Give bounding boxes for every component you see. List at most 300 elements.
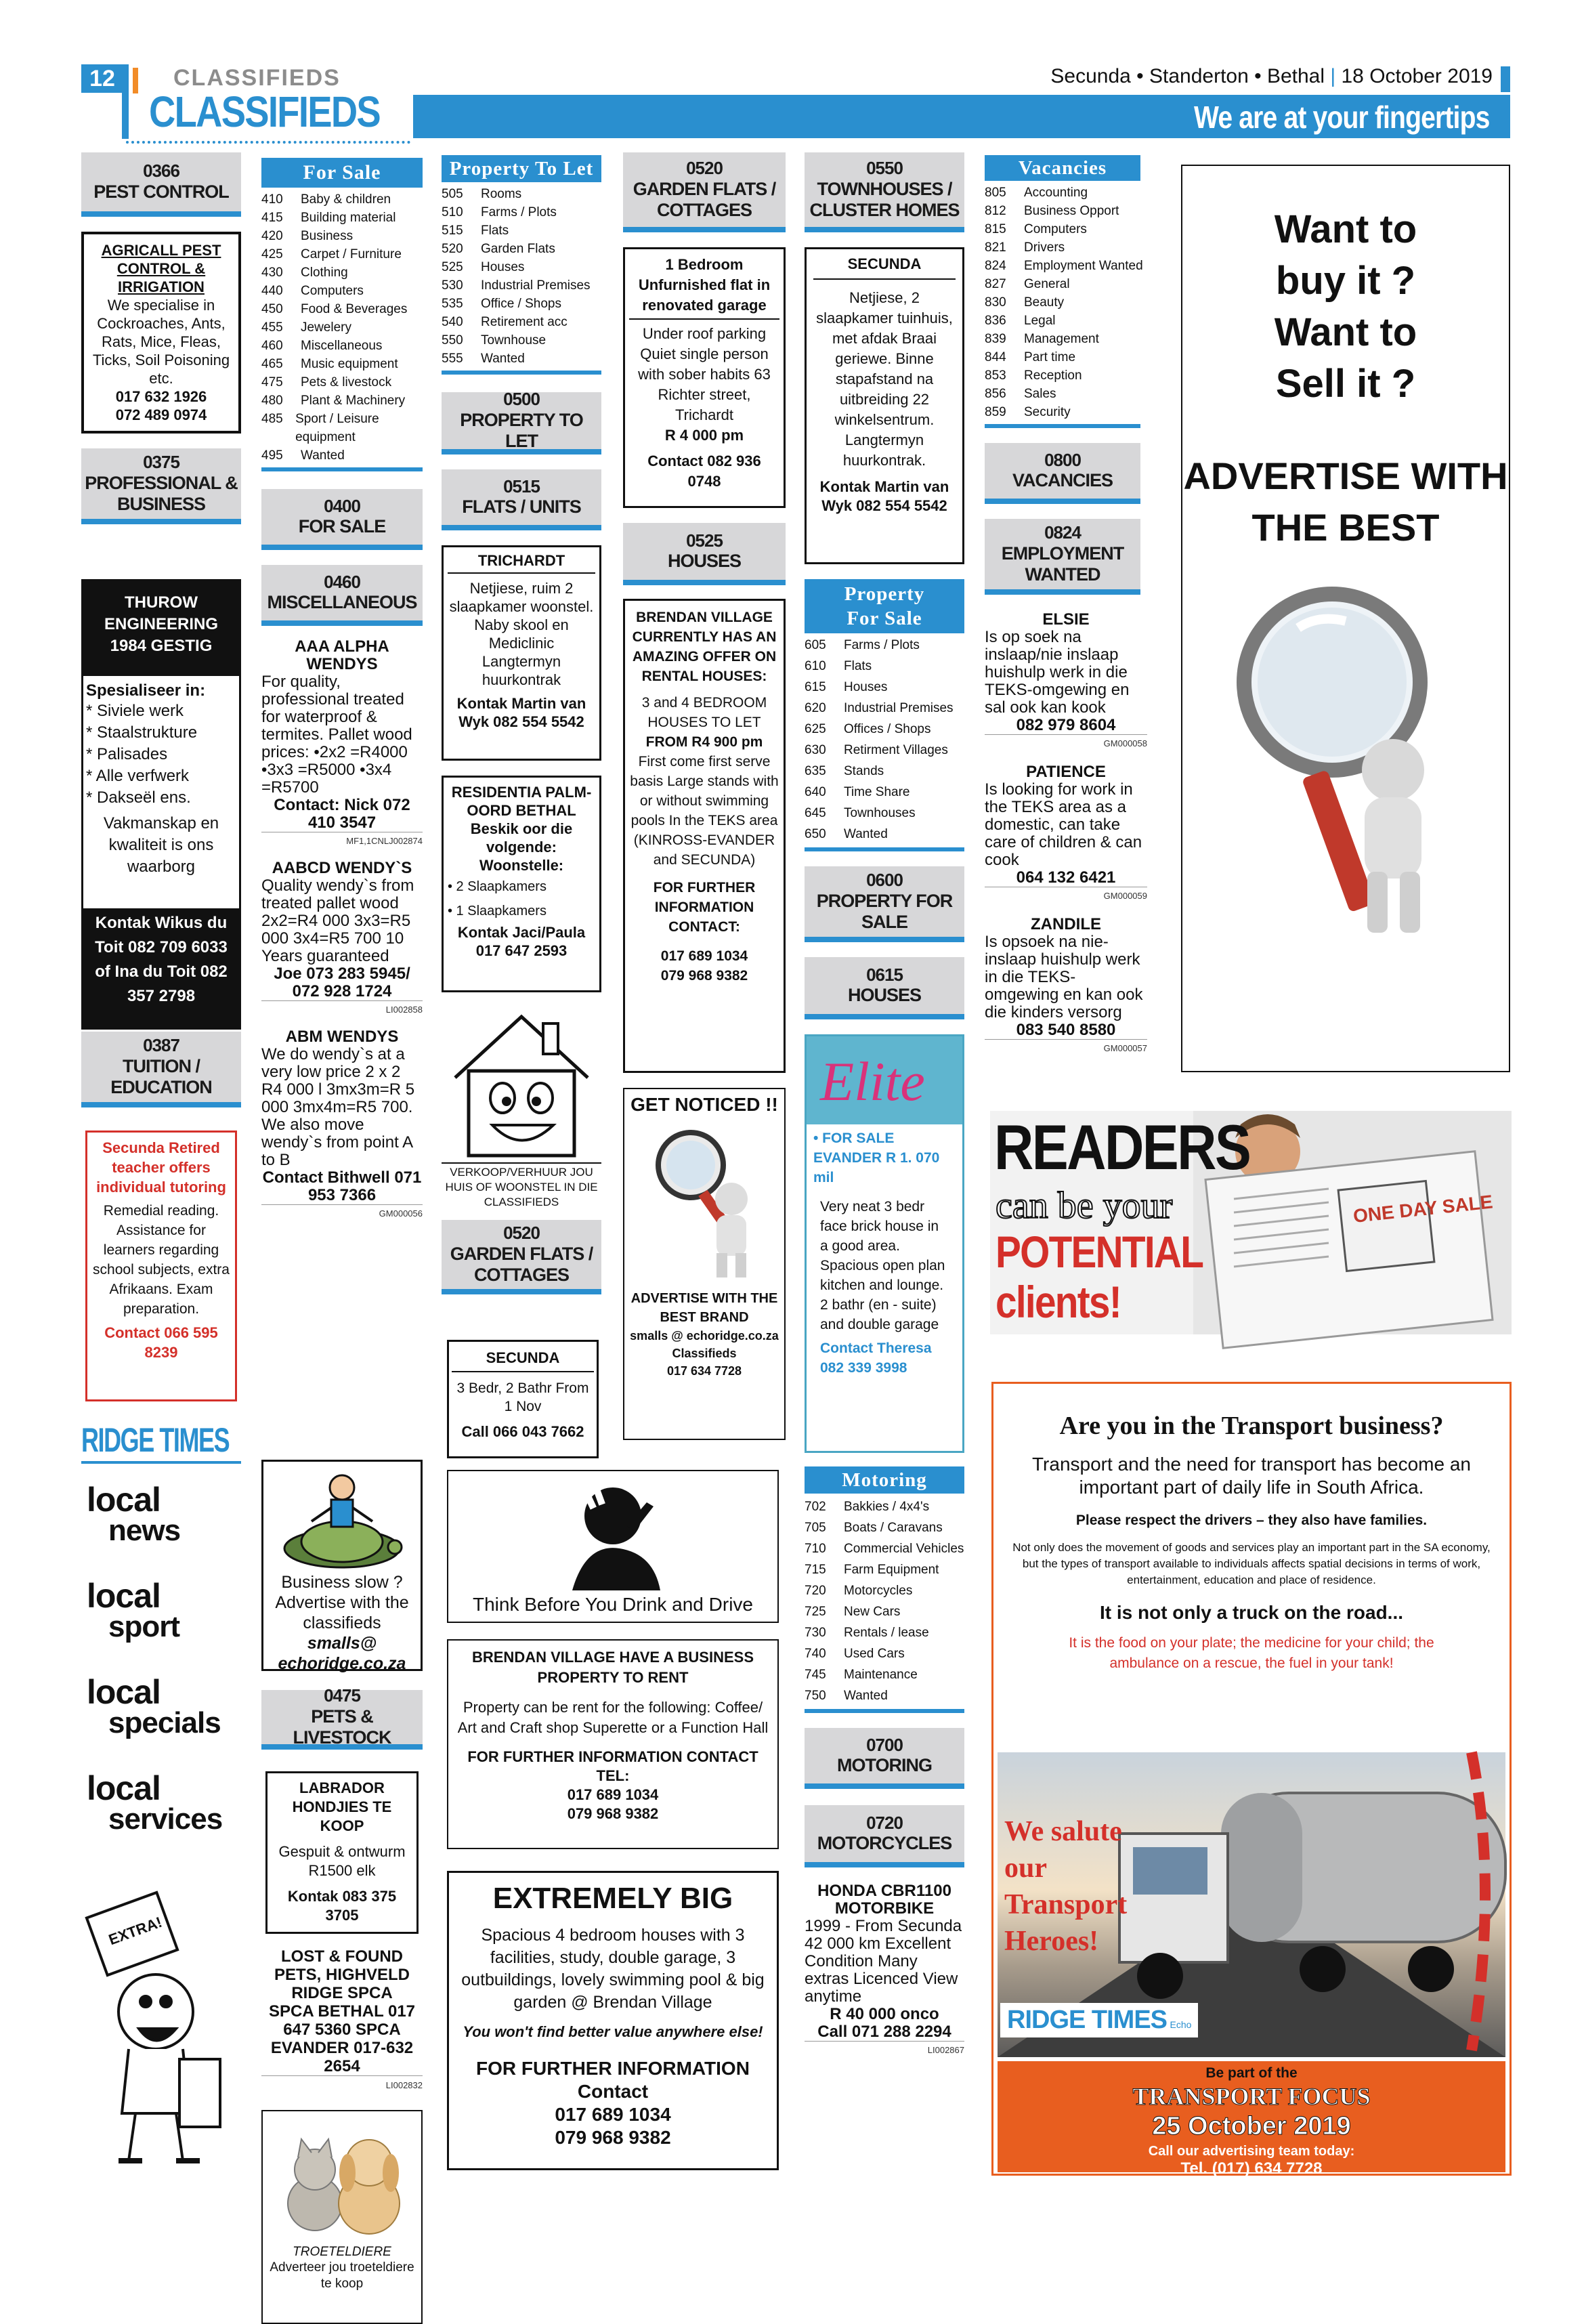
heading-code: 0615 — [866, 964, 903, 985]
transport-salute: We salute our Transport Heroes! — [1004, 1816, 1128, 1957]
list-item — [805, 1622, 964, 1643]
elite-logo: Elite — [820, 1051, 925, 1112]
list-item — [442, 295, 601, 313]
column-5 — [805, 152, 964, 2059]
transport-logo-sub: Echo — [1170, 2019, 1192, 2030]
heading-code: 0500 — [503, 389, 540, 410]
transport-title: Are you in the Transport business? — [1059, 1412, 1444, 1440]
list-item — [985, 184, 1147, 202]
heading-code: 0700 — [866, 1734, 903, 1755]
list-item-label: Wanted — [844, 1689, 888, 1703]
unfurnished-ad — [623, 247, 786, 508]
thurow-ad — [81, 579, 241, 1030]
list-item-label: Office / Shops — [481, 297, 561, 311]
list-item-code: 515 — [442, 224, 463, 238]
forsale-list — [261, 190, 423, 465]
list-item-code: 859 — [985, 405, 1006, 419]
list-item-code: 650 — [805, 827, 826, 841]
heading-0615 — [805, 957, 964, 1019]
list-item — [442, 331, 601, 350]
local-item — [87, 1673, 241, 1739]
list-item — [805, 803, 964, 824]
list-item — [985, 202, 1147, 220]
list-item-label: Business — [301, 229, 354, 243]
column-6 — [985, 152, 1147, 1057]
residentia-contact: Kontak Jaci/Paula 017 647 2593 — [457, 924, 586, 959]
list-item-label: Used Cars — [844, 1647, 905, 1661]
residentia-sub: Beskik oor die volgende: Woonstelle: — [470, 820, 573, 874]
list-item-code: 635 — [805, 764, 826, 778]
edition-sep: | — [1330, 65, 1342, 87]
list-item-label: Garden Flats — [481, 242, 555, 256]
heading-title: PROPERTY TO LET — [460, 409, 583, 451]
list-item-code: 415 — [261, 211, 283, 225]
heading-title: FLATS / UNITS — [462, 497, 581, 517]
heading-0520 — [623, 152, 786, 232]
list-item-code: 821 — [985, 240, 1006, 255]
column-3 — [442, 152, 601, 1294]
troet-body: Adverteer jou troeteldiere te koop — [270, 2260, 414, 2291]
aaa-body: For quality, professional treated for waterproof & termites. Pallet wood prices: •2x2 =R4000 •3x3 =R5000 •3x4 =R5700 — [261, 673, 412, 797]
page-header — [74, 61, 1510, 142]
troet-title: TROETELDIERE — [293, 2245, 391, 2259]
list-item-code: 540 — [442, 315, 463, 329]
aabcd-body: Quality wendy`s from treated pallet wood 2x2=R4 000 3x3=R5 000 3x4=R5 700 10 Years guaranteed — [261, 876, 414, 965]
ridge-times-wordmark: RIDGE TIMES — [81, 1421, 230, 1459]
list-item-label: Rentals / lease — [844, 1626, 929, 1640]
local-word: local — [87, 1673, 160, 1711]
one-day-sale-text: ONE DAY SALE — [1352, 1191, 1494, 1227]
lost-ref: LI002832 — [261, 2075, 423, 2094]
transport-logo-text: RIDGE TIMES — [1007, 2006, 1168, 2034]
brendan-business-ad — [447, 1639, 779, 1849]
list-item — [442, 240, 601, 258]
abm-contact: Contact Bithwell 071 953 7366 — [262, 1168, 422, 1204]
list-item — [805, 1664, 964, 1685]
drink-text: Think Before You Drink and Drive — [473, 1594, 753, 1615]
heading-0515 — [442, 469, 601, 530]
list-item-label: Part time — [1024, 350, 1076, 364]
thurow-item: * Palisades — [86, 745, 168, 763]
heading-title: PETS & LIVESTOCK — [293, 1706, 391, 1748]
list-item-label: Wanted — [844, 827, 888, 841]
list-item-code: 440 — [261, 284, 283, 298]
elite-contact: Contact Theresa 082 339 3998 — [820, 1340, 932, 1376]
list-item-code: 525 — [442, 260, 463, 274]
list-item-code: 505 — [442, 187, 463, 201]
aaa-ad — [261, 638, 423, 850]
list-item — [985, 366, 1147, 385]
list-item-code: 420 — [261, 229, 283, 243]
list-item-code: 455 — [261, 320, 283, 335]
list-item — [261, 300, 423, 318]
heading-code: 0400 — [324, 495, 360, 516]
residentia-item: • 2 Slaapkamers — [448, 879, 547, 894]
list-item — [261, 245, 423, 263]
newsboy-illustration — [81, 1890, 241, 2174]
list-item — [442, 203, 601, 221]
unf-body: Under roof parking Quiet single person with sober habits 63 Richter street, Trichardt — [638, 325, 771, 423]
transport-focus: TRANSPORT FOCUS — [1132, 2083, 1371, 2110]
list-item-label: Stands — [844, 764, 884, 778]
agricall-title: AGRICALL PEST CONTROL & IRRIGATION — [101, 242, 221, 295]
list-item-label: Wanted — [481, 352, 525, 366]
heading-title: VACANCIES — [1012, 470, 1113, 491]
secunda-body: 3 Bedr, 2 Bathr From 1 Nov — [456, 1380, 589, 1414]
heading-title: GARDEN FLATS / COTTAGES — [633, 178, 776, 220]
magnifier-person-illustration — [637, 1118, 772, 1280]
brendan-body: 3 and 4 BEDROOM HOUSES TO LET — [641, 695, 767, 730]
list-item-label: General — [1024, 277, 1070, 291]
list-item — [805, 1517, 964, 1538]
ridge-times-underline — [81, 1461, 241, 1464]
bv-tel1: 017 689 1034 — [567, 1786, 659, 1803]
column-1 — [81, 152, 241, 1949]
list-item — [261, 410, 423, 446]
abm-ad — [261, 1028, 423, 1223]
propsale-list — [805, 635, 964, 845]
noticed-tel: 017 634 7728 — [666, 1364, 742, 1378]
heading-title: GARDEN FLATS / COTTAGES — [450, 1243, 593, 1285]
heading-0500 — [442, 389, 601, 455]
patience-name: PATIENCE — [1026, 763, 1106, 781]
brendan-title: BRENDAN VILLAGE CURRENTLY HAS AN AMAZING OFFER ON RENTAL HOUSES: — [632, 610, 777, 684]
list-item — [805, 656, 964, 677]
lost-ad — [261, 1947, 423, 2094]
list-item — [442, 313, 601, 331]
elsie-tel: 082 979 8604 — [1016, 716, 1116, 734]
list-item-label: Houses — [481, 260, 525, 274]
let-list — [442, 185, 601, 368]
drink-ad — [447, 1470, 779, 1623]
list-item — [442, 350, 601, 368]
agricall-tel2: 072 489 0974 — [115, 406, 207, 423]
trichardt-title: TRICHARDT — [448, 551, 595, 574]
let-head: Property To Let — [442, 155, 601, 182]
abm-title: ABM WENDYS — [285, 1028, 399, 1046]
thurow-intro: Spesialiseer in: — [86, 681, 206, 700]
thurow-contact: Kontak Wikus du Toit 082 709 6033 of Ina du Toit 082 357 2798 — [83, 908, 239, 1028]
big-body: Spacious 4 bedroom houses with 3 facilities, study, double garage, 3 outbuildings, lovely swimming pool & big garden @ Brendan Village — [461, 1926, 765, 2012]
edition-towns: Secunda • Standerton • Bethal — [1050, 65, 1325, 87]
heading-0700 — [805, 1728, 964, 1789]
list-item — [261, 209, 423, 227]
transport-photo — [998, 1752, 1505, 2057]
list-item-label: Sport / Leisure equipment — [295, 412, 379, 444]
list-item-code: 853 — [985, 368, 1006, 383]
list-item — [805, 635, 964, 656]
magnifier-illustration — [1217, 567, 1474, 946]
heading-code: 0525 — [686, 530, 723, 551]
zandile-tel: 083 540 8580 — [1016, 1021, 1116, 1039]
list-item-label: Accounting — [1024, 186, 1088, 200]
list-item — [261, 263, 423, 282]
list-item — [261, 190, 423, 209]
patience-ad — [985, 763, 1147, 905]
list-item-label: New Cars — [844, 1605, 901, 1619]
list-item-label: Retirement acc — [481, 315, 568, 329]
transport-not-only: It is not only a truck on the road... — [1099, 1602, 1404, 1623]
list-item — [985, 312, 1147, 330]
elite-ad — [805, 1034, 964, 1453]
local-list — [87, 1481, 241, 1869]
list-item-label: Flats — [844, 659, 872, 673]
vacancies-head: Vacancies — [985, 155, 1140, 181]
big-title: EXTREMELY BIG — [492, 1882, 733, 1915]
readers-ad — [990, 1111, 1512, 1334]
thurow-item: * Alle verfwerk — [86, 767, 190, 785]
list-item-code: 480 — [261, 394, 283, 408]
local-topic: news — [108, 1514, 181, 1547]
zandile-ad — [985, 916, 1147, 1057]
heading-code: 0460 — [324, 571, 360, 592]
list-item-code: 720 — [805, 1584, 826, 1598]
readers-line2: can be your — [996, 1185, 1173, 1227]
list-item-label: Computers — [301, 284, 364, 298]
zandile-body: Is opsoek na nie-inslaap huishulp werk in die TEKS-omgewing en kan ook die kinders versorg — [985, 933, 1143, 1021]
local-item — [87, 1481, 241, 1547]
list-item-code: 856 — [985, 387, 1006, 401]
ridge-times-logo — [81, 1420, 241, 1464]
list-item — [261, 282, 423, 300]
transport-intro: Transport and the need for transport has become an important part of daily life in South Africa. — [1031, 1454, 1472, 1498]
residentia-items — [448, 874, 595, 923]
list-item-label: Carpet / Furniture — [301, 247, 402, 261]
list-item — [985, 330, 1147, 348]
bv-info: FOR FURTHER INFORMATION CONTACT TEL: — [467, 1748, 758, 1784]
heading-title: MISCELLANEOUS — [267, 592, 417, 613]
list-item — [805, 719, 964, 740]
agricall-tel1: 017 632 1926 — [115, 388, 207, 405]
list-item-code: 824 — [985, 259, 1006, 273]
list-item — [805, 824, 964, 845]
list-item-code: 740 — [805, 1647, 826, 1661]
list-item-code: 430 — [261, 266, 283, 280]
big-italic: You won't find better value anywhere else! — [463, 2023, 763, 2040]
elite-body: Very neat 3 bedr face brick house in a good area. Spacious open plan kitchen and lounge. 2 bathr (en - suite) and double garage — [820, 1199, 945, 1332]
heading-code: 0520 — [503, 1223, 540, 1243]
list-item-code: 630 — [805, 743, 826, 757]
list-item — [985, 403, 1147, 421]
heading-code: 0366 — [143, 161, 179, 182]
heading-0460 — [261, 565, 423, 626]
heading-0824 — [985, 519, 1140, 595]
transport-call: Call our advertising team today: — [1148, 2144, 1355, 2159]
edition-date: 18 October 2019 — [1341, 65, 1493, 87]
list-item — [805, 1601, 964, 1622]
list-item — [261, 355, 423, 373]
honda-ad — [805, 1882, 964, 2059]
list-item — [805, 1538, 964, 1559]
heading-0600 — [805, 866, 964, 942]
local-word: local — [87, 1577, 160, 1615]
list-item — [261, 446, 423, 465]
list-item-label: Management — [1024, 332, 1099, 346]
list-item-label: Farms / Plots — [844, 638, 920, 652]
list-item — [985, 220, 1147, 238]
local-item — [87, 1577, 241, 1643]
brendan-rental-ad — [623, 599, 786, 1073]
list-item-label: Music equipment — [301, 357, 398, 371]
thurow-item: * Staalstrukture — [86, 723, 198, 742]
list-item-label: Computers — [1024, 222, 1087, 236]
patience-tel: 064 132 6421 — [1016, 868, 1116, 887]
thurow-quality: Vakmanskap en kwaliteit is ons waarborg — [103, 814, 219, 876]
heading-code: 0375 — [143, 452, 179, 472]
list-item-label: Flats — [481, 224, 509, 238]
teacher-body: Remedial reading. Assistance for learners regarding school subjects, extra Afrikaans. Exam preparation. — [93, 1203, 230, 1317]
list-item-code: 705 — [805, 1521, 826, 1535]
thurow-item: * Dakseël ens. — [86, 788, 191, 807]
heading-code: 0824 — [1044, 522, 1081, 543]
list-item-code: 844 — [985, 350, 1006, 364]
transport-tel: Tel. (017) 634 7728 — [1180, 2159, 1323, 2178]
heading-code: 0800 — [1044, 449, 1081, 470]
list-item-label: Reception — [1024, 368, 1082, 383]
big-tel2: 079 968 9382 — [555, 2127, 671, 2148]
list-item-code: 610 — [805, 659, 826, 673]
transport-respect: Please respect the drivers – they also have families. — [1075, 1513, 1428, 1528]
secunda-ad — [447, 1340, 599, 1458]
heading-code: 0475 — [324, 1685, 360, 1706]
list-item-code: 745 — [805, 1668, 826, 1682]
section-title: CLASSIFIEDS — [149, 87, 380, 136]
local-word: local — [87, 1769, 160, 1807]
heading-code: 0600 — [866, 870, 903, 890]
heading-title: HOUSES — [667, 551, 742, 572]
page-number-bar — [122, 64, 129, 139]
transport-food: It is the food on your plate; the medicine for your child; the ambulance on a rescue, the fuel in your tank! — [1069, 1635, 1434, 1671]
transport-logo — [1000, 2003, 1198, 2037]
labrador-contact: Kontak 083 375 3705 — [287, 1888, 397, 1924]
elite-head: • FOR SALE EVANDER R 1. 070 mil — [813, 1131, 940, 1185]
aabcd-contact: Joe 073 283 5945/ 072 928 1724 — [274, 965, 410, 1000]
page-number: 12 — [81, 64, 123, 93]
list-item-label: Plant & Machinery — [301, 394, 406, 408]
th-body: Netjiese, 2 slaapkamer tuinhuis, met afdak Braai geriewe. Binne stapafstand na uitbreiding 22 winkelsentrum. Langtermyn huurkontrak. — [816, 289, 953, 469]
list-item-code: 620 — [805, 701, 826, 715]
lost-body: SPCA BETHAL 017 647 5360 SPCA EVANDER 017-632 2654 — [268, 2002, 416, 2075]
propsale-head: Property For Sale — [805, 579, 964, 633]
list-item-code: 812 — [985, 204, 1006, 218]
agricall-body: We specialise in Cockroaches, Ants, Rats, Mice, Fleas, Ticks, Soil Poisoning etc. — [92, 297, 230, 387]
motoring-list — [805, 1496, 964, 1706]
svg-text:EXTRA!: EXTRA! — [106, 1913, 165, 1949]
heading-code: 0387 — [143, 1035, 179, 1055]
house-caption: VERKOOP/VERHUUR JOU HUIS OF WOONSTEL IN DIE CLASSIFIEDS — [442, 1162, 601, 1210]
heading-title: TUITION / EDUCATION — [110, 1055, 212, 1097]
list-item — [985, 385, 1147, 403]
local-topic: services — [108, 1802, 223, 1836]
list-item-label: Business Opport — [1024, 204, 1119, 218]
section-dotted — [126, 141, 410, 144]
heading-0400 — [261, 489, 423, 550]
slogan: We are at your fingertips — [1194, 100, 1490, 135]
list-item-code: 460 — [261, 339, 283, 353]
heading-0550 — [805, 152, 964, 232]
residentia-item: • 1 Slaapkamers — [448, 904, 547, 918]
unf-price: R 4 000 pm — [664, 427, 744, 444]
list-item-label: Legal — [1024, 314, 1056, 328]
list-item-label: Pets & livestock — [301, 375, 392, 389]
list-item-label: Security — [1024, 405, 1071, 419]
trichardt-body: Netjiese, ruim 2 slaapkamer woonstel. Naby skool en Mediclinic Langtermyn huurkontrak — [449, 580, 594, 688]
slow-email: smalls@ echoridge.co.za — [278, 1634, 406, 1673]
list-item — [442, 276, 601, 295]
list-item — [261, 373, 423, 392]
list-item-label: Industrial Premises — [844, 701, 954, 715]
elsie-name: ELSIE — [1042, 610, 1090, 629]
list-item-code: 640 — [805, 785, 826, 799]
heading-code: 0720 — [866, 1812, 903, 1833]
let-rule — [442, 371, 601, 375]
page-number-bar2 — [133, 68, 138, 93]
agricall-ad — [81, 232, 241, 434]
teacher-contact: Contact 066 595 8239 — [104, 1324, 218, 1361]
zandile-ref: GM000057 — [985, 1039, 1147, 1057]
section-small: CLASSIFIEDS — [173, 65, 341, 91]
local-topic: specials — [108, 1706, 221, 1739]
house-illustration — [442, 1003, 601, 1159]
list-item-label: Beauty — [1024, 295, 1065, 310]
list-item-label: Food & Beverages — [301, 302, 408, 316]
list-item — [805, 677, 964, 698]
list-item-code: 485 — [261, 412, 283, 426]
abm-ref: GM000056 — [261, 1204, 423, 1223]
elsie-body: Is op soek na inslaap/nie inslaap huishulp werk in die TEKS-omgewing en sal ook kan kook — [985, 628, 1130, 717]
list-item — [442, 221, 601, 240]
honda-body: 1999 - From Secunda 42 000 km Excellent Condition Many extras Licenced View anytime — [805, 1917, 962, 2006]
list-item — [805, 698, 964, 719]
brendan-tel1: 017 689 1034 — [660, 948, 748, 964]
honda-price: R 40 000 onco — [830, 2005, 939, 2023]
heading-0375 — [81, 448, 241, 524]
edition — [1050, 65, 1493, 88]
bv-body: Property can be rent for the following: Coffee/ Art and Craft shop Superette or a Function Hall — [457, 1699, 769, 1736]
list-item — [261, 318, 423, 337]
header-right-bar — [1501, 66, 1510, 92]
forsale-rule — [261, 467, 423, 471]
list-item-code: 475 — [261, 375, 283, 389]
transport-detail: Not only does the movement of goods and services play an important part in the SA economy, but the types of transport available to individuals affects spatial decisions in terms of work, entertainment, education and place of residence. — [1012, 1541, 1491, 1586]
secunda-title: SECUNDA — [452, 1349, 594, 1372]
local-topic: sport — [108, 1610, 179, 1643]
brendan-more: First come first serve basis Large stands with or without swimming pools In the TEKS area (KINROSS-EVANDER and SECUNDA) — [630, 754, 779, 868]
heading-title: PROFESSIONAL & BUSINESS — [85, 472, 238, 514]
list-item-code: 605 — [805, 638, 826, 652]
column-4 — [623, 152, 786, 1440]
propsale-rule — [805, 847, 964, 851]
lost-title: LOST & FOUND PETS, HIGHVELD RIDGE SPCA — [274, 1947, 410, 2002]
list-item — [985, 257, 1147, 275]
elsie-ad — [985, 611, 1147, 753]
list-item-code: 425 — [261, 247, 283, 261]
list-item-label: Maintenance — [844, 1668, 918, 1682]
slow-text: Business slow ? Advertise with the classifieds — [275, 1573, 409, 1632]
bv-title: BRENDAN VILLAGE HAVE A BUSINESS PROPERTY TO RENT — [471, 1649, 754, 1686]
aaa-ref: MF1,1CNLJ002874 — [261, 832, 423, 850]
list-item-label: Farms / Plots — [481, 205, 557, 219]
th-contact: Kontak Martin van Wyk 082 554 5542 — [819, 478, 949, 514]
big-tel1: 017 689 1034 — [555, 2104, 671, 2125]
motoring-head: Motoring — [805, 1466, 964, 1494]
zandile-name: ZANDILE — [1031, 915, 1101, 933]
trichardt-contact: Kontak Martin van Wyk 082 554 5542 — [456, 695, 586, 730]
honda-ref: LI002867 — [805, 2041, 964, 2059]
patience-body: Is looking for work in the TEKS area as a domestic, can take care of children & can cook — [985, 780, 1142, 869]
heading-code: 0520 — [686, 158, 723, 178]
list-item-label: Bakkies / 4x4's — [844, 1500, 930, 1514]
